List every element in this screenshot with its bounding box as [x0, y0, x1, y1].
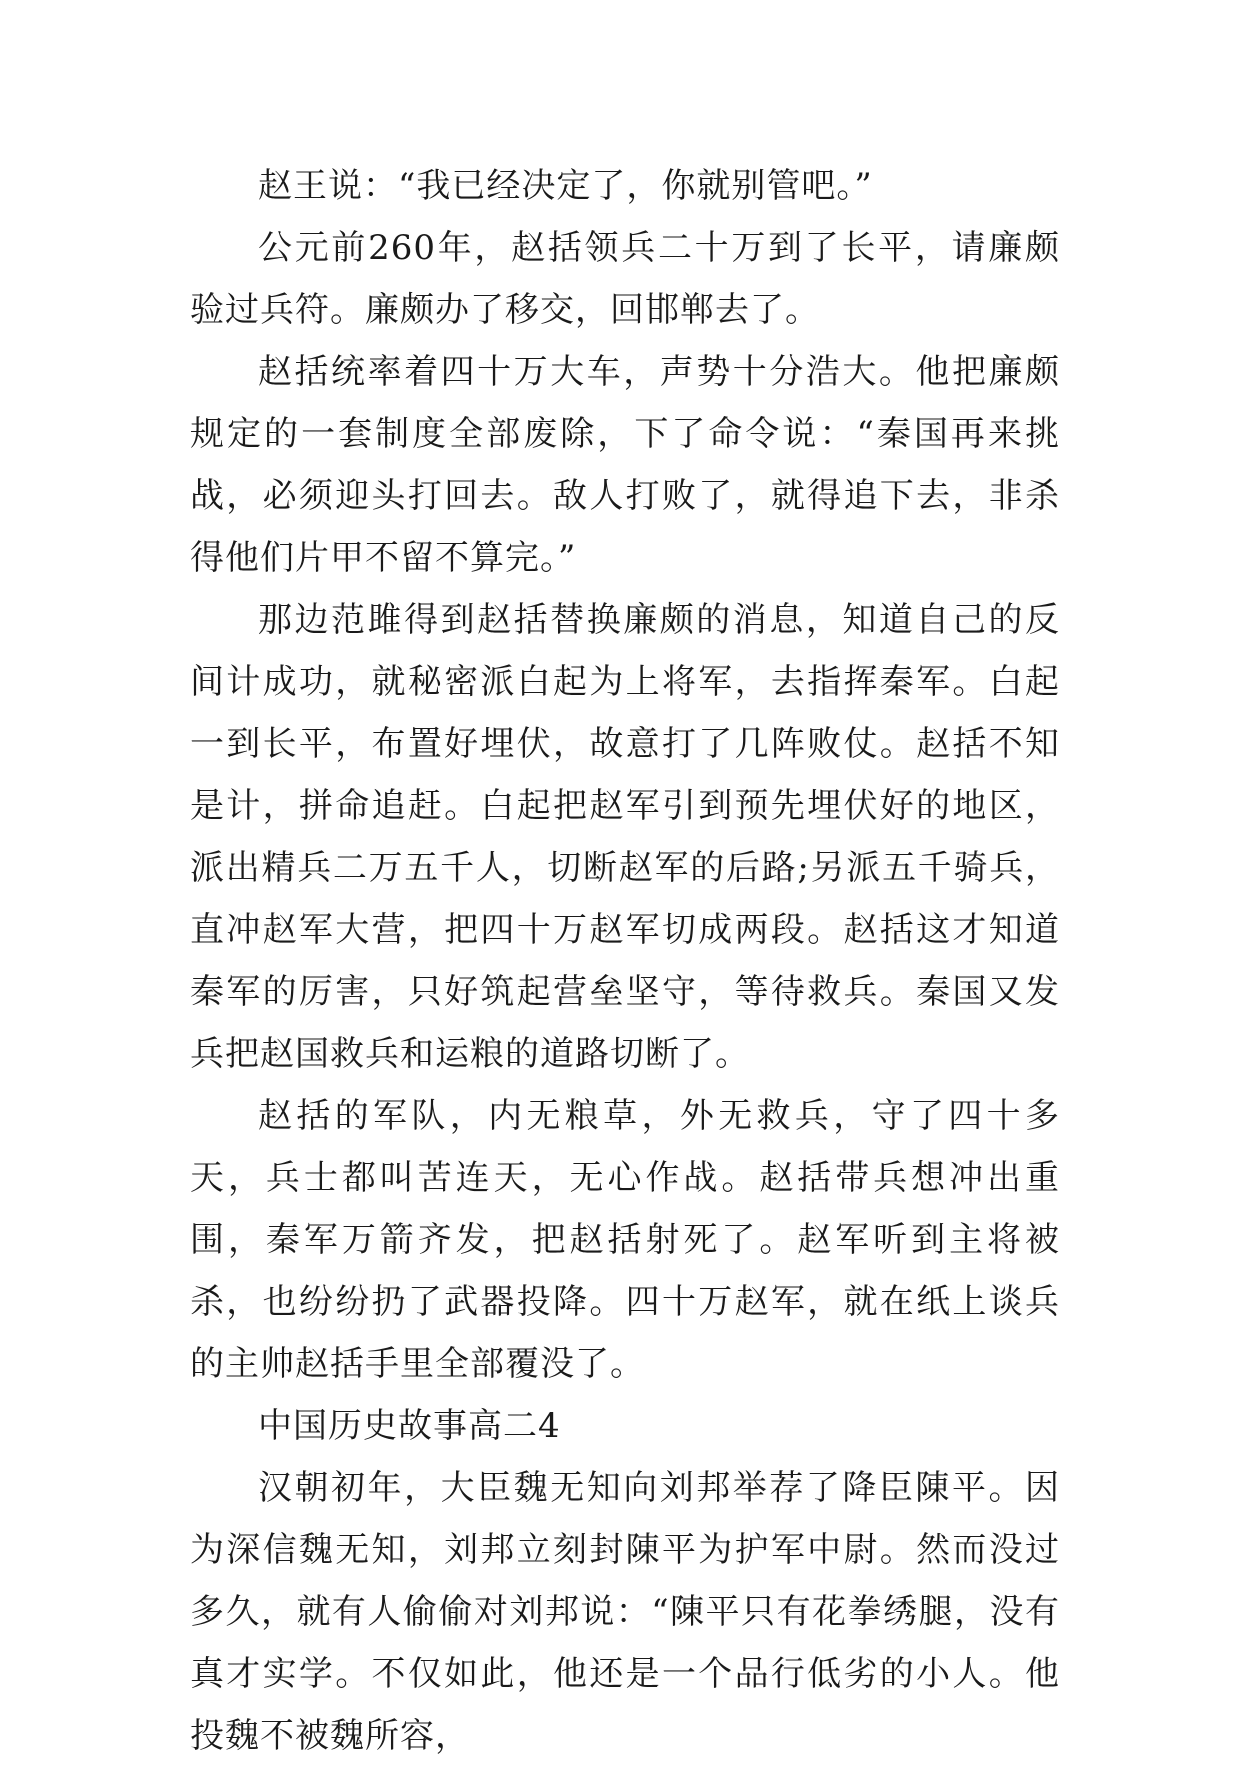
paragraph: 赵括统率着四十万大车，声势十分浩大。他把廉颇规定的一套制度全部废除，下了命令说：“秦国再来挑战，必须迎头打回去。敌人打败了，就得追下去，非杀得他们片甲不留不算完。”	[190, 352, 1060, 578]
paragraph: 公元前260年，赵括领兵二十万到了长平，请廉颇验过兵符。廉颇办了移交，回邯郸去了。	[190, 228, 1060, 330]
paragraph: 汉朝初年，大臣魏无知向刘邦举荐了降臣陳平。因为深信魏无知，刘邦立刻封陳平为护军中尉。然而没过多久，就有人偷偷对刘邦说：“陳平只有花拳绣腿，没有真才实学。不仅如此，他还是一个品行低劣的小人。他投魏不被魏所容，	[190, 1468, 1060, 1756]
paragraph: 赵王说：“我已经决定了，你就别管吧。”	[258, 166, 873, 206]
document-body	[190, 155, 1060, 1767]
paragraph: 赵括的军队，内无粮草，外无救兵，守了四十多天，兵士都叫苦连天，无心作战。赵括带兵想冲出重围，秦军万箭齐发，把赵括射死了。赵军听到主将被杀，也纷纷扔了武器投降。四十万赵军，就在纸上谈兵的主帅赵括手里全部覆没了。	[190, 1096, 1060, 1384]
paragraph: 那边范雎得到赵括替换廉颇的消息，知道自己的反间计成功，就秘密派白起为上将军，去指挥秦军。白起一到长平，布置好埋伏，故意打了几阵败仗。赵括不知是计，拼命追赶。白起把赵军引到预先埋伏好的地区，派出精兵二万五千人，切断赵军的后路;另派五千骑兵，直冲赵军大营，把四十万赵军切成两段。赵括这才知道秦军的厉害，只好筑起营垒坚守，等待救兵。秦国又发兵把赵国救兵和运粮的道路切断了。	[190, 600, 1060, 1074]
section-heading: 中国历史故事高二4	[258, 1406, 561, 1446]
